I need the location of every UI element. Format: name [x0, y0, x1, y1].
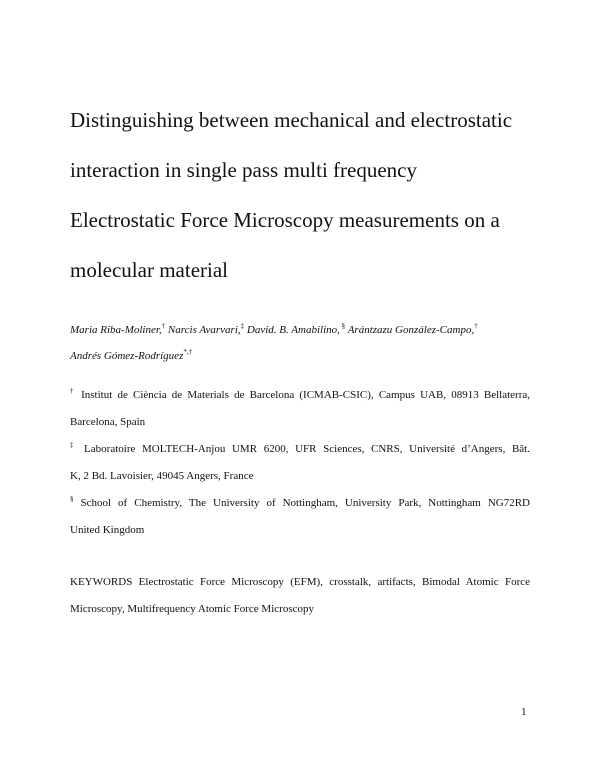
- affiliation-text: Laboratoire MOLTECH-Anjou UMR 6200, UFR Sciences, CNRS, Université d’Angers, Bât.: [77, 443, 530, 455]
- affiliation: [70, 442, 530, 456]
- affiliation-continuation: K, 2 Bd. Lavoisier, 49045 Angers, France: [70, 470, 254, 482]
- keywords-continuation: Microscopy, Multifrequency Atomic Force Microscopy: [70, 603, 314, 615]
- author-list: [70, 323, 478, 337]
- title-line: interaction in single pass multi frequency: [70, 158, 417, 182]
- affiliation-continuation: United Kingdom: [70, 524, 145, 536]
- title-line: Electrostatic Force Microscopy measurements on a: [70, 208, 500, 232]
- author-name: Narcis Avarvari,: [165, 324, 241, 336]
- author-name: Arántzazu González-Campo,: [345, 324, 475, 336]
- author-affiliation-mark: †: [474, 322, 478, 330]
- title-line: Distinguishing between mechanical and electrostatic: [70, 108, 513, 132]
- affiliation-text: Institut de Ciència de Materials de Barcelona (ICMAB-CSIC), Campus UAB, 08913 Bellaterra,: [75, 389, 531, 401]
- page-number: 1: [521, 706, 527, 718]
- title-line: molecular material: [70, 258, 229, 282]
- corresponding-author-mark: *,†: [183, 348, 193, 356]
- affiliation: [70, 388, 530, 402]
- affiliation: [70, 496, 530, 510]
- author-name: Maria Riba-Moliner,: [70, 324, 162, 336]
- affiliation-mark: †: [70, 387, 76, 395]
- keywords: KEYWORDS Electrostatic Force Microscopy (EFM), crosstalk, artifacts, Bimodal Atomic Force: [70, 576, 530, 588]
- author-affiliation-mark: §: [339, 322, 346, 330]
- affiliation-text: School of Chemistry, The University of Nottingham, University Park, Nottingham NG72RD: [73, 497, 530, 509]
- author-list: [70, 349, 192, 363]
- affiliation-continuation: Barcelona, Spain: [70, 416, 146, 428]
- author-affiliation-mark: ‡: [240, 322, 245, 330]
- author-name: Andrés Gómez-Rodríguez: [70, 350, 184, 362]
- affiliation-mark: §: [70, 495, 74, 503]
- author-name: David. B. Amabilino,: [244, 324, 340, 336]
- author-affiliation-mark: †: [161, 322, 166, 330]
- affiliation-mark: ‡: [70, 441, 78, 449]
